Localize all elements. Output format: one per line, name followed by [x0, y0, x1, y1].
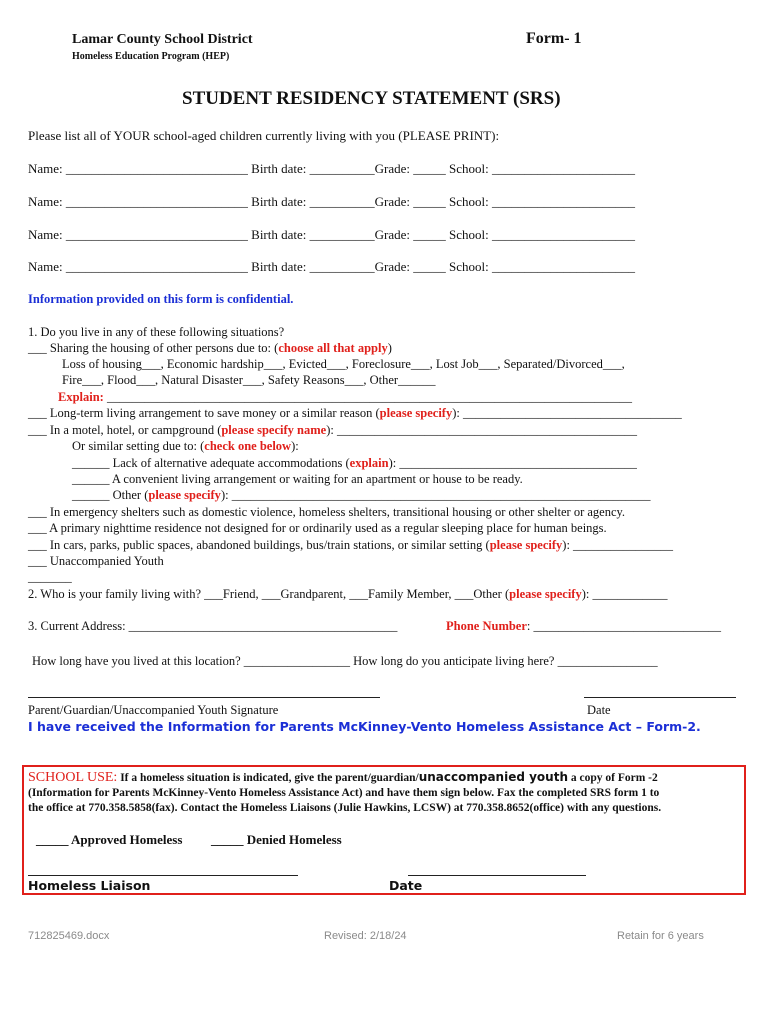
program-name: Homeless Education Program (HEP) [72, 51, 230, 62]
q1-similar-hint: check one below [204, 439, 292, 453]
q1-motel-hint: please specify name [221, 423, 327, 437]
q1-explain-label: Explain: [58, 390, 104, 404]
q1-other-text: ______ Other ( [72, 488, 149, 502]
q1-longterm[interactable] [28, 406, 682, 421]
instructions: Please list all of YOUR school-aged children currently living with you (PLEASE PRINT): [28, 128, 500, 143]
child-row-3[interactable]: Name: ____________________________ Birth date: __________Grade: _____ School: ______________________ [28, 227, 635, 242]
q3-phone[interactable] [446, 619, 721, 634]
liaison-date-label: Date [389, 878, 423, 893]
q1-motel[interactable] [28, 423, 637, 438]
confidential-notice: Information provided on this form is confidential. [28, 292, 294, 306]
q1-other-hint: please specify [148, 488, 221, 502]
q1-unaccompanied-blank[interactable]: _______ [28, 570, 72, 584]
footer-retain: Retain for 6 years [617, 930, 704, 942]
q2-blank: ): ____________ [581, 587, 668, 601]
q1-emergency[interactable]: ___ In emergency shelters such as domestic violence, homeless shelters, transitional housing or other shelter or agency. [28, 505, 626, 519]
duration-questions[interactable]: How long have you lived at this location? _________________ How long do you anticipate living here? ________________ [32, 654, 658, 668]
q1-lack[interactable] [72, 456, 637, 471]
q3-phone-blank: ______________________________ [530, 619, 722, 633]
school-use-text-c: a copy of Form -2 [568, 772, 658, 784]
q2-text: 2. Who is your family living with? ___Friend, ___Grandparent, ___Family Member, ___Other ( [28, 587, 510, 601]
q1-motel-blank: ): ________________________________________________ [326, 423, 637, 437]
form-number: Form- 1 [526, 30, 582, 47]
q1-lack-blank: ): ______________________________________ [388, 456, 637, 470]
liaison-date-line[interactable] [408, 875, 586, 876]
q2-hint: please specify [509, 587, 582, 601]
signature-date-line[interactable] [584, 697, 736, 698]
q1-reasons-line2[interactable]: Fire___, Flood___, Natural Disaster___, Safety Reasons___, Other______ [62, 373, 436, 387]
q1-sharing[interactable] [28, 341, 392, 356]
liaison-label: Homeless Liaison [28, 878, 151, 893]
q1-question: 1. Do you live in any of these following situations? [28, 325, 285, 339]
page-title: STUDENT RESIDENCY STATEMENT (SRS) [182, 88, 561, 109]
q1-similar-text: Or similar setting due to: ( [72, 439, 205, 453]
q1-cars-hint: please specify [489, 538, 563, 552]
q1-sharing-close: ) [387, 341, 392, 355]
q3-phone-colon: : [526, 619, 531, 633]
child-row-2[interactable]: Name: ____________________________ Birth date: __________Grade: _____ School: ______________________ [28, 194, 635, 209]
denied-homeless-checkbox[interactable]: _____ Denied Homeless [211, 832, 342, 847]
q1-longterm-hint: please specify [379, 406, 453, 420]
q1-explain-blank: ____________________________________________________________________________________ [103, 390, 632, 404]
q1-nighttime[interactable]: ___ A primary nighttime residence not designed for or ordinarily used as a regular sleeping place for human beings. [28, 521, 607, 535]
q1-unaccompanied[interactable]: ___ Unaccompanied Youth [28, 554, 164, 568]
q1-reasons-line1[interactable]: Loss of housing___, Economic hardship___, Evicted___, Foreclosure___, Lost Job___, Separated/Divorced___, [62, 357, 625, 371]
q2-living-with[interactable] [28, 587, 667, 602]
q1-other-blank: ): ___________________________________________________________________ [220, 488, 651, 502]
signature-line[interactable] [28, 697, 380, 698]
school-use-line2: (Information for Parents McKinney-Vento Homeless Assistance Act) and have them sign below. Fax the completed SRS form 1 to [28, 787, 660, 799]
school-use-text-b: unaccompanied youth [418, 770, 568, 784]
q1-explain[interactable] [58, 390, 632, 405]
q1-lack-text: ______ Lack of alternative adequate accommodations ( [72, 456, 350, 470]
q3-address[interactable]: 3. Current Address: ___________________________________________ [28, 619, 398, 633]
signature-date-label: Date [587, 703, 611, 717]
q1-cars[interactable] [28, 538, 673, 553]
child-row-4[interactable]: Name: ____________________________ Birth date: __________Grade: _____ School: ______________________ [28, 259, 635, 274]
district-name: Lamar County School District [72, 32, 253, 47]
q1-motel-text: ___ In a motel, hotel, or campground ( [28, 423, 222, 437]
footer-filename: 712825469.docx [28, 930, 110, 942]
school-use-line3: the office at 770.358.5858(fax). Contact the Homeless Liaisons (Julie Hawkins, LCSW) at 770.358.8652(office) with any questions. [28, 802, 662, 814]
q1-similar-close: ): [291, 439, 299, 453]
signature-label: Parent/Guardian/Unaccompanied Youth Signature [28, 703, 279, 717]
q1-convenient[interactable]: ______ A convenient living arrangement or waiting for an apartment or house to be ready. [72, 472, 523, 486]
liaison-signature-line[interactable] [28, 875, 298, 876]
q1-sharing-hint: choose all that apply [278, 341, 388, 355]
q1-lack-hint: explain [349, 456, 389, 470]
school-use-text-a: If a homeless situation is indicated, give the parent/guardian/ [117, 772, 419, 784]
school-use-heading: SCHOOL USE: [28, 770, 118, 785]
child-row-1[interactable]: Name: ____________________________ Birth date: __________Grade: _____ School: ______________________ [28, 161, 635, 176]
approved-homeless-checkbox[interactable]: _____ Approved Homeless [36, 832, 183, 847]
received-notice: I have received the Information for Parents McKinney-Vento Homeless Assistance Act – Form-2. [28, 719, 701, 734]
q1-longterm-text: ___ Long-term living arrangement to save money or a similar reason ( [28, 406, 380, 420]
q1-cars-blank: ): ________________ [562, 538, 674, 552]
q1-sharing-text: ___ Sharing the housing of other persons due to: ( [28, 341, 279, 355]
q1-cars-text: ___ In cars, parks, public spaces, abandoned buildings, bus/train stations, or similar setting ( [28, 538, 490, 552]
q1-longterm-blank: ): ___________________________________ [452, 406, 682, 420]
school-use-line1 [28, 770, 658, 786]
footer-revised: Revised: 2/18/24 [324, 930, 407, 942]
q1-other[interactable] [72, 488, 650, 503]
q3-phone-label: Phone Number [446, 619, 527, 633]
q1-similar [72, 439, 299, 454]
